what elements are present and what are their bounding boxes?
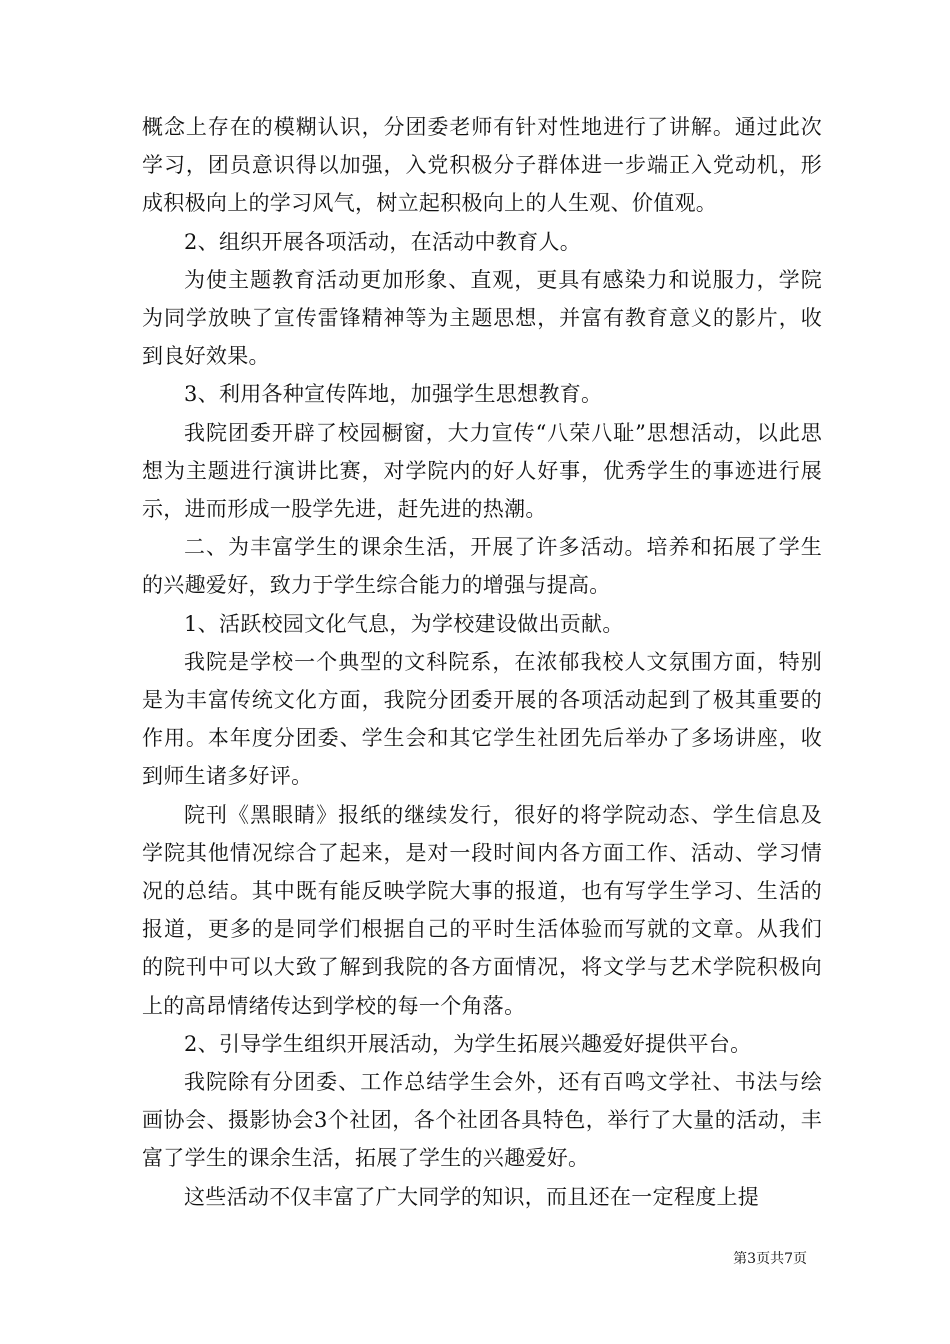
paragraph-heading-2b: 2、引导学生组织开展活动，为学生拓展兴趣爱好提供平台。 [184, 1031, 752, 1056]
paragraph: 为使主题教育活动更加形象、直观，更具有感染力和说服力，学院为同学放映了宣传雷锋精神等为主题思想，并富有教育意义的影片，收到良好效果。 [142, 267, 822, 369]
paragraph-heading-1: 1、活跃校园文化气息，为学校建设做出贡献。 [184, 611, 624, 636]
document-body [142, 108, 822, 1216]
paragraph: 院刊《黑眼睛》报纸的继续发行，很好的将学院动态、学生信息及学院其他情况综合了起来，是对一段时间内各方面工作、活动、学习情况的总结。其中既有能反映学院大事的报道，也有写学生学习、生活的报道，更多的是同学们根据自己的平时生活体验而写就的文章。从我们的院刊中可以大致了解到我院的各方面情况，将文学与艺术学院积极向上的高昂情绪传达到学校的每一个角落。 [142, 802, 822, 1018]
paragraph-heading-3: 3、利用各种宣传阵地，加强学生思想教育。 [184, 382, 603, 407]
page-number: 第3页共7页 [733, 1251, 807, 1267]
paragraph-continuation: 概念上存在的模糊认识，分团委老师有针对性地进行了讲解。通过此次学习，团员意识得以加强，入党积极分子群体进一步端正入党动机，形成积极向上的学习风气，树立起积极向上的人生观、价值观。 [142, 115, 822, 216]
paragraph-heading-2: 2、组织开展各项活动，在活动中教育人。 [184, 229, 582, 254]
paragraph-section-2: 二、为丰富学生的课余生活，开展了许多活动。培养和拓展了学生的兴趣爱好，致力于学生综合能力的增强与提高。 [142, 535, 822, 598]
paragraph-truncated: 这些活动不仅丰富了广大同学的知识，而且还在一定程度上提 [184, 1184, 760, 1209]
paragraph: 我院团委开辟了校园橱窗，大力宣传“八荣八耻”思想活动，以此思想为主题进行演讲比赛，对学院内的好人好事，优秀学生的事迹进行展示，进而形成一股学先进，赶先进的热潮。 [142, 420, 822, 522]
paragraph: 我院除有分团委、工作总结学生会外，还有百鸣文学社、书法与绘画协会、摄影协会3个社团，各个社团各具特色，举行了大量的活动，丰富了学生的课余生活，拓展了学生的兴趣爱好。 [142, 1070, 822, 1171]
paragraph: 我院是学校一个典型的文科院系，在浓郁我校人文氛围方面，特别是为丰富传统文化方面，我院分团委开展的各项活动起到了极其重要的作用。本年度分团委、学生会和其它学生社团先后举办了多场讲座，收到师生诸多好评。 [142, 649, 822, 789]
